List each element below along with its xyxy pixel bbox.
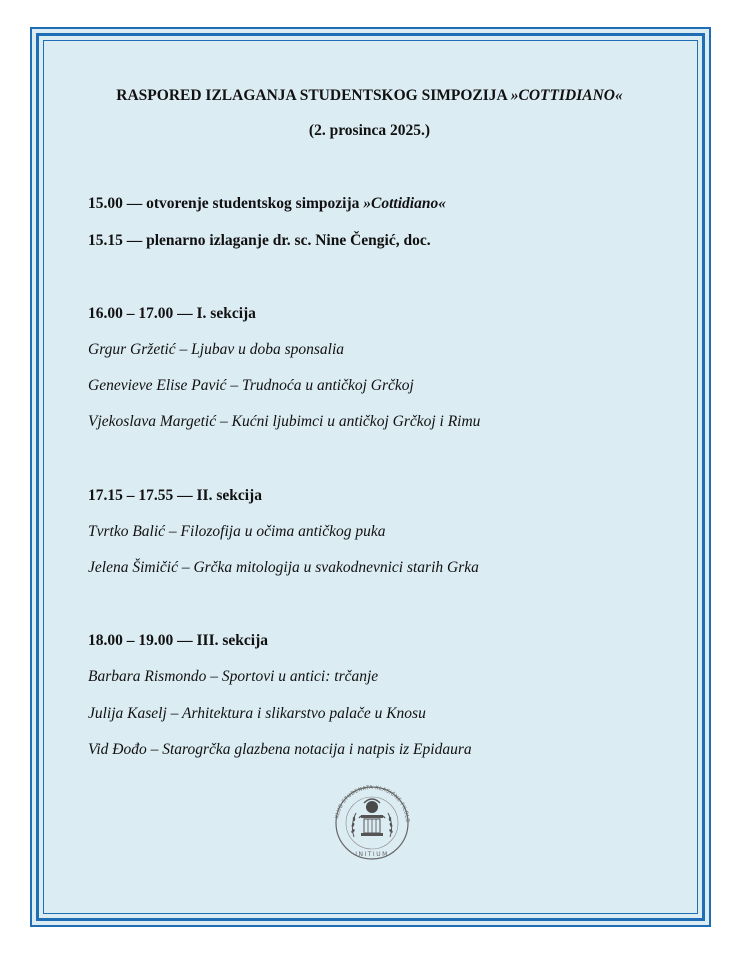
- section-heading: 18.00 – 19.00 — III. sekcija: [88, 632, 268, 649]
- opening-italic: »Cottidiano«: [363, 195, 446, 212]
- document-date: (2. prosinca 2025.): [308, 122, 431, 139]
- talk-item: Jelena Šimičić – Grčka mitologija u svakodnevnici starih Grka: [88, 559, 479, 576]
- svg-text:KLUB STUDENATA KLASIČNE FILOLO: KLUB STUDENATA KLASIČNE FILOLO: [334, 784, 411, 823]
- talk-item: Genevieve Elise Pavić – Trudnoća u antičkoj Grčkoj: [88, 377, 414, 394]
- title-main: RASPORED IZLAGANJA STUDENTSKOG SIMPOZIJA: [116, 87, 511, 104]
- talk-item: Grgur Gržetić – Ljubav u doba sponsalia: [88, 341, 345, 358]
- talk-item: Barbara Rismondo – Sportovi u antici: trčanje: [88, 668, 379, 685]
- section-heading: 17.15 – 17.55 — II. sekcija: [88, 487, 262, 504]
- talk-item: Vjekoslava Margetić – Kućni ljubimci u antičkoj Grčkoj i Rimu: [88, 413, 481, 430]
- opening-text: 15.00 — otvorenje studentskog simpozija: [88, 195, 364, 212]
- plenary-line: 15.15 — plenarno izlaganje dr. sc. Nine Čengić, doc.: [88, 232, 431, 249]
- talk-item: Tvrtko Balić – Filozofija u očima antičkog puka: [88, 523, 386, 540]
- title-italic: »COTTIDIANO«: [510, 87, 623, 104]
- seal-bottom-text: INITIUM: [355, 851, 389, 858]
- club-seal-icon: [328, 783, 416, 861]
- section-heading: 16.00 – 17.00 — I. sekcija: [88, 305, 256, 322]
- document-title: [0, 87, 739, 105]
- talk-item: Vid Đođo – Starogrčka glazbena notacija i natpis iz Epidaura: [88, 741, 472, 758]
- opening-line: [88, 195, 446, 213]
- talk-item: Julija Kaselj – Arhitektura i slikarstvo palače u Knosu: [88, 705, 426, 722]
